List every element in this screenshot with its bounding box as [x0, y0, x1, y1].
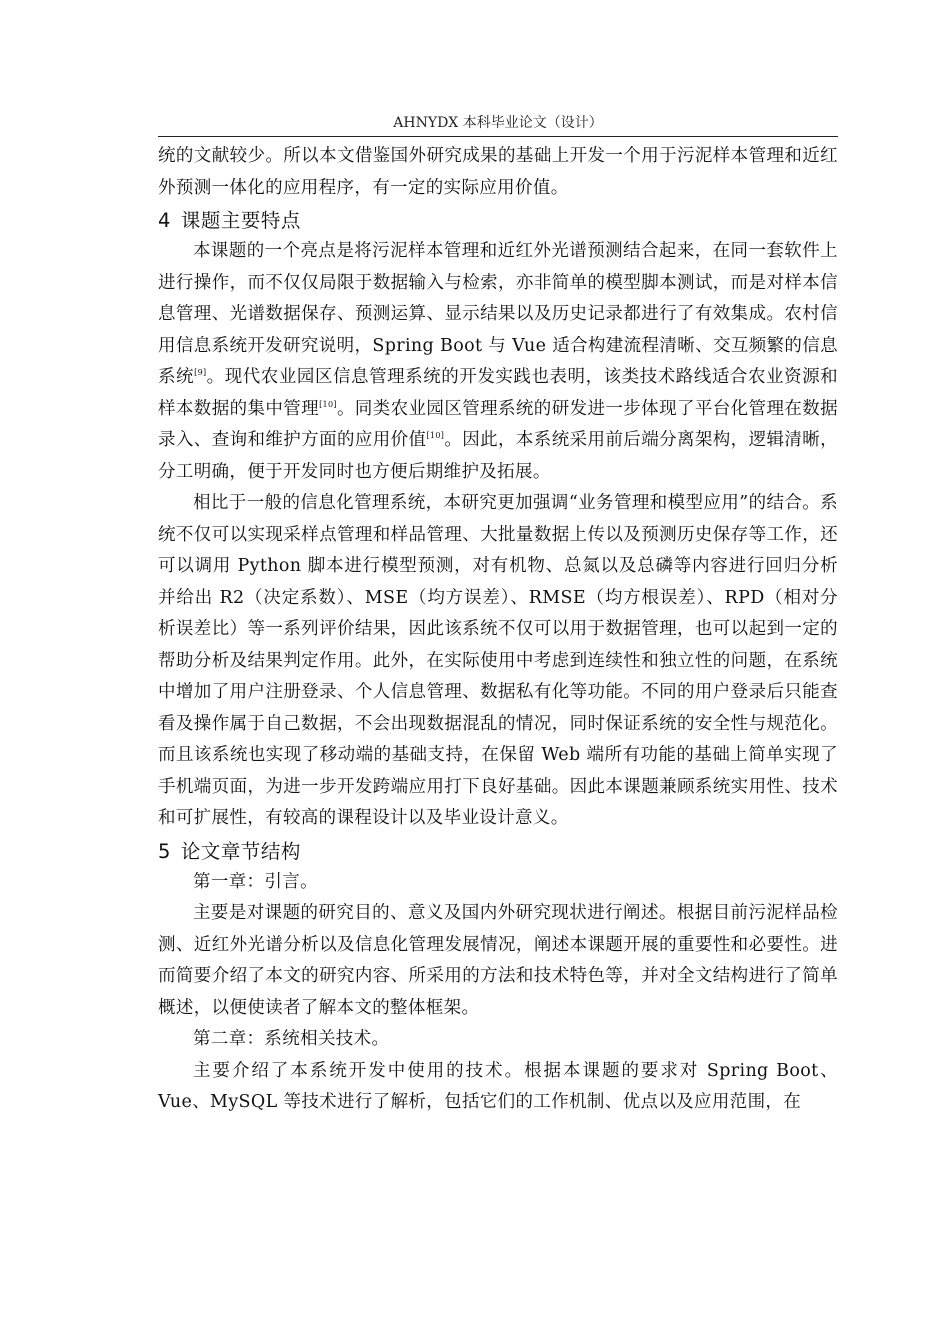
- chapter-2-summary: 主要介绍了本系统开发中使用的技术。根据本课题的要求对 Spring Boot、Vue、MySQL 等技术进行了解析，包括它们的工作机制、优点以及应用范围，在: [158, 1060, 838, 1112]
- section-heading-5: [158, 837, 838, 867]
- paragraph-text: 。同类农业园区管理系统的研发进一步体现了平台化管理在数据录入、查询和维护方面的应用价值: [158, 398, 838, 450]
- section-title: 论文章节结构: [180, 839, 301, 863]
- paragraph-features: [158, 236, 838, 488]
- paragraph-text: 。现代农业园区信息管理系统的开发实践也表明，该类技术路线适合农业资源和样本数据的集中管理: [158, 367, 839, 419]
- section-heading-4: [158, 206, 838, 236]
- section-title: 课题主要特点: [180, 209, 301, 232]
- citation-ref: [10]: [319, 399, 337, 409]
- citation-ref: [9]: [194, 368, 207, 377]
- chapter-1-title: 第一章：引言。: [193, 871, 318, 892]
- paragraph-text: 本课题的一个亮点是将污泥样本管理和近红外光谱预测结合起来，在同一套软件上进行操作，而不仅仅局限于数据输入与检索，亦非简单的模型脚本测试，而是对样本信息管理、光谱数据保存、预测运算、显示结果以及历史记录都进行了有效集成。农村信用信息系统开发研究说明，Spring Boot 与 Vue 适合构建流程清晰、交互频繁的信息系统: [158, 241, 838, 387]
- page-body: [158, 141, 838, 1119]
- paragraph-comparison: 相比于一般的信息化管理系统，本研究更加强调“业务管理和模型应用”的结合。系统不仅可以实现采样点管理和样品管理、大批量数据上传以及预测历史保存等工作，还可以调用 Python 脚本进行模型预测，对有机物、总氮以及总磷等内容进行回归分析并给出 R2（决定系数）、MSE（均方误差）、RMSE（均方根误差）、RPD（相对分析误差比）等一系列评价结果，因此该系统不仅可以用于数据管理，也可以起到一定的帮助分析及结果判定作用。此外，在实际使用中考虑到连续性和独立性的问题，在系统中增加了用户注册登录、个人信息管理、数据私有化等功能。不同的用户登录后只能查看及操作属于自己数据，不会出现数据混乱的情况，同时保证系统的安全性与规范化。而且该系统也实现了移动端的基础支持，在保留 Web 端所有功能的基础上简单实现了手机端页面，为进一步开发跨端应用打下良好基础。因此本课题兼顾系统实用性、技术和可扩展性，有较高的课程设计以及毕业设计意义。: [158, 493, 838, 828]
- header-rule: [158, 136, 838, 137]
- section-number: 5: [158, 839, 171, 863]
- section-number: 4: [158, 209, 171, 232]
- running-header: AHNYDX 本科毕业论文（设计）: [393, 115, 603, 131]
- paragraph-text: 。因此，本系统采用前后端分离架构，逻辑清晰，分工明确，便于开发同时也方便后期维护及拓展。: [158, 430, 839, 482]
- paragraph-continuation: 统的文献较少。所以本文借鉴国外研究成果的基础上开发一个用于污泥样本管理和近红外预测一体化的应用程序，有一定的实际应用价值。: [158, 146, 838, 198]
- chapter-2-title: 第二章：系统相关技术。: [193, 1029, 390, 1049]
- citation-ref: [10]: [426, 431, 445, 440]
- chapter-1-summary: 主要是对课题的研究目的、意义及国内外研究现状进行阐述。根据目前污泥样品检测、近红外光谱分析以及信息化管理发展情况，阐述本课题开展的重要性和必要性。进而简要介绍了本文的研究内容、所采用的方法和技术特色等，并对全文结构进行了简单概述，以便使读者了解本文的整体框架。: [158, 903, 838, 1018]
